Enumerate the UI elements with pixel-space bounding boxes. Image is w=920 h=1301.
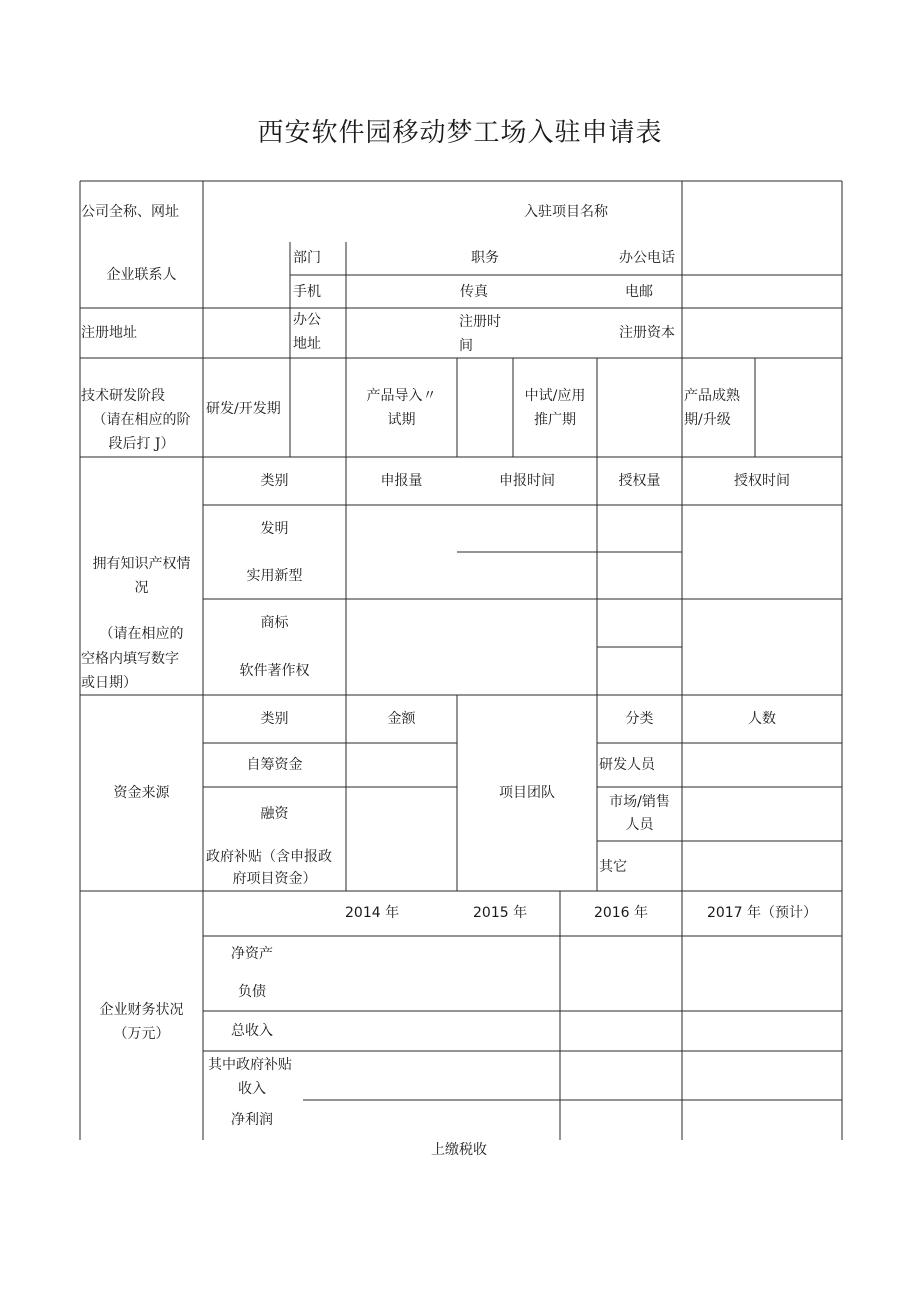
finance-year-2016: 2016 年 <box>593 905 649 921</box>
reg-time-label-2: 间 <box>459 338 473 354</box>
reg-address-label: 注册地址 <box>81 325 137 341</box>
office-address-label-1: 办公 <box>293 312 321 328</box>
finance-liabilities: 负债 <box>238 984 266 1000</box>
funding-gov-1: 政府补贴（含申报政 <box>206 849 332 865</box>
page-title: 西安软件园移动梦工场入驻申请表 <box>257 118 663 148</box>
tech-stage-note-1: （请在相应的阶 <box>92 412 191 428</box>
office-address-label-2: 地址 <box>293 336 321 352</box>
finance-gov-income-2: 收入 <box>238 1081 266 1097</box>
funding-label: 资金来源 <box>113 785 170 801</box>
finance-net-profit: 净利润 <box>231 1112 273 1128</box>
ip-software: 软件著作权 <box>239 663 310 679</box>
finance-year-2017: 2017 年（预计） <box>706 905 818 921</box>
ip-trademark: 商标 <box>260 615 289 631</box>
finance-year-2015: 2015 年 <box>473 905 528 921</box>
tech-stage-label: 技术研发阶段 <box>81 388 165 404</box>
finance-label-2: （万元） <box>113 1026 170 1042</box>
stage-mature-2: 期/升级 <box>684 412 731 428</box>
finance-label-1: 企业财务状况 <box>99 1002 184 1018</box>
project-team-label: 项目团队 <box>499 785 555 801</box>
team-other: 其它 <box>599 859 627 875</box>
finance-year-2014: 2014 年 <box>345 905 400 921</box>
ip-label-1: 拥有知识产权情 <box>92 556 191 572</box>
ip-col-granted: 授权量 <box>618 473 661 489</box>
funding-col-type: 类别 <box>260 711 289 727</box>
position-label: 职务 <box>471 250 499 266</box>
contact-label: 企业联系人 <box>106 267 177 283</box>
finance-total-income: 总收入 <box>231 1023 273 1039</box>
project-name-label: 入驻项目名称 <box>524 204 608 220</box>
ip-col-applied: 申报量 <box>380 473 423 489</box>
finance-tax: 上缴税收 <box>431 1142 487 1158</box>
ip-utility: 实用新型 <box>246 568 303 584</box>
reg-capital-label: 注册资本 <box>619 325 675 341</box>
finance-gov-income-1: 其中政府补贴 <box>208 1057 292 1073</box>
stage-product-intro-2: 试期 <box>387 412 416 428</box>
funding-self: 自筹资金 <box>246 757 303 773</box>
team-market-1: 市场/销售 <box>609 794 670 810</box>
ip-label-2: 况 <box>134 580 149 596</box>
ip-col-apply-time: 申报时间 <box>499 473 555 489</box>
ip-note-2: 空格内填写数字 <box>81 651 179 667</box>
stage-product-intro-1: 产品导入〃 <box>366 388 437 404</box>
email-label: 电邮 <box>625 284 653 300</box>
tech-stage-note-2: 段后打 J） <box>108 436 175 452</box>
funding-gov-2: 府项目资金） <box>232 871 317 887</box>
reg-time-label-1: 注册时 <box>459 314 501 330</box>
stage-pilot-1: 中试/应用 <box>524 388 586 404</box>
stage-pilot-2: 推广期 <box>534 412 576 428</box>
ip-col-grant-time: 授权时间 <box>734 473 790 489</box>
fax-label: 传真 <box>460 284 488 300</box>
mobile-label: 手机 <box>293 284 321 300</box>
company-name-label: 公司全称、网址 <box>81 204 179 220</box>
funding-financing: 融资 <box>260 806 289 822</box>
team-col-count: 人数 <box>748 711 776 727</box>
finance-net-assets: 净资产 <box>231 946 273 962</box>
ip-note-3: 或日期） <box>81 675 137 691</box>
stage-mature-1: 产品成熟 <box>684 388 740 404</box>
team-market-2: 人员 <box>625 817 654 833</box>
funding-col-amount: 金额 <box>387 711 416 727</box>
ip-invention: 发明 <box>260 521 289 537</box>
ip-note-1: （请在相应的 <box>99 626 184 642</box>
office-phone-label: 办公电话 <box>619 250 675 266</box>
ip-col-type: 类别 <box>260 473 289 489</box>
team-rd-staff: 研发人员 <box>599 757 655 773</box>
team-col-class: 分类 <box>625 711 654 727</box>
stage-rd-dev: 研发/开发期 <box>206 401 281 417</box>
dept-label: 部门 <box>293 250 321 266</box>
